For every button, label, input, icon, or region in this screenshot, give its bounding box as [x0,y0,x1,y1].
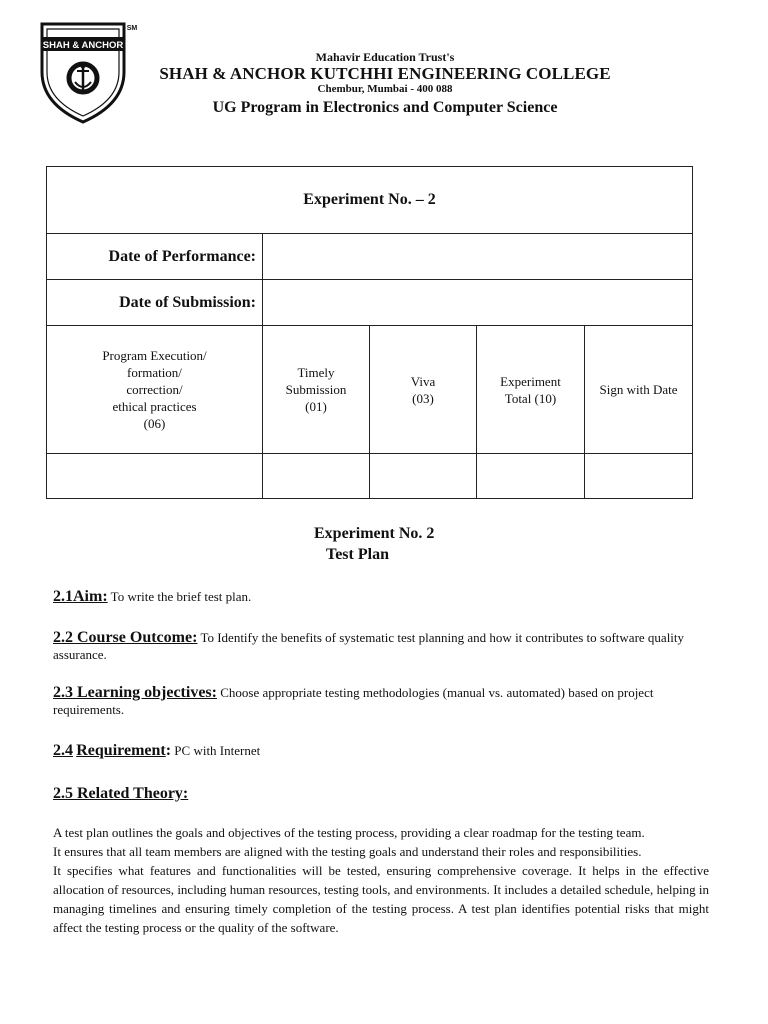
program-name: UG Program in Electronics and Computer Science [212,99,558,116]
requirement-section: 2.4 Requirement: PC with Internet [53,742,261,759]
col-program-execution: Program Execution/ formation/ correction/ ethical practices (06) [47,326,263,454]
related-theory-heading: 2.5 Related Theory: [53,785,189,802]
learning-objectives-text: Choose appropriate testing methodologies (manual vs. automated) based on project requirements. [53,685,654,717]
score-cell [47,454,263,499]
related-theory-section [53,785,709,802]
svg-text:SM: SM [126,25,138,32]
date-of-performance-label: Date of Performance: [47,234,263,280]
college-address: Chembur, Mumbai - 400 088 [317,83,453,95]
learning-objectives-heading: 2.3 Learning objectives: [53,684,217,701]
trust-name: Mahavir Education Trust's [315,50,455,64]
score-cell [585,454,693,499]
experiment-subtitle: Test Plan [326,546,389,563]
theory-paragraph: It ensures that all team members are aligned with the testing goals and understand their roles and responsibilities. [53,844,642,859]
requirement-heading: Requirement [76,742,166,759]
course-outcome-text: To Identify the benefits of systematic test planning and how it contributes to software quality assurance. [53,630,685,662]
svg-text:SHAH & ANCHOR: SHAH & ANCHOR [42,40,124,51]
shield-anchor-icon [38,20,138,124]
grading-table [46,166,693,499]
learning-objectives-section [53,684,709,718]
date-of-submission-label: Date of Submission: [47,280,263,326]
score-cell [263,454,370,499]
col-timely-submission: Timely Submission (01) [263,326,370,454]
date-of-performance-value [263,234,693,280]
aim-text: To write the brief test plan. [110,589,252,604]
course-outcome-section [53,629,709,663]
experiment-number-heading: Experiment No. – 2 [47,167,693,234]
experiment-title: Experiment No. 2 [314,525,435,542]
theory-paragraph: A test plan outlines the goals and objectives of the testing process, providing a clear roadmap for the testing team. [53,825,645,840]
course-outcome-heading: 2.2 Course Outcome: [53,629,198,646]
col-experiment-total: Experiment Total (10) [477,326,585,454]
theory-body [53,823,709,937]
theory-paragraph: It specifies what features and functionalities will be tested, ensuring comprehensive coverage. It helps in the effective allocation of resources, including human resources, testing tools, and environments. It includes a detailed schedule, helping in managing timelines and ensuring timely completion of the testing process. A test plan identifies potential risks that might affect the testing process or the quality of the software. [53,863,709,935]
requirement-text: PC with Internet [174,743,261,758]
col-sign-with-date: Sign with Date [585,326,693,454]
score-cell [370,454,477,499]
score-cell [477,454,585,499]
aim-heading: 2.1Aim: [53,588,108,605]
date-of-submission-value [263,280,693,326]
aim-section [53,588,709,605]
college-logo [38,20,138,124]
col-viva: Viva (03) [370,326,477,454]
college-name: SHAH & ANCHOR KUTCHHI ENGINEERING COLLEGE [159,64,611,83]
requirement-number: 2.4 [53,742,73,759]
